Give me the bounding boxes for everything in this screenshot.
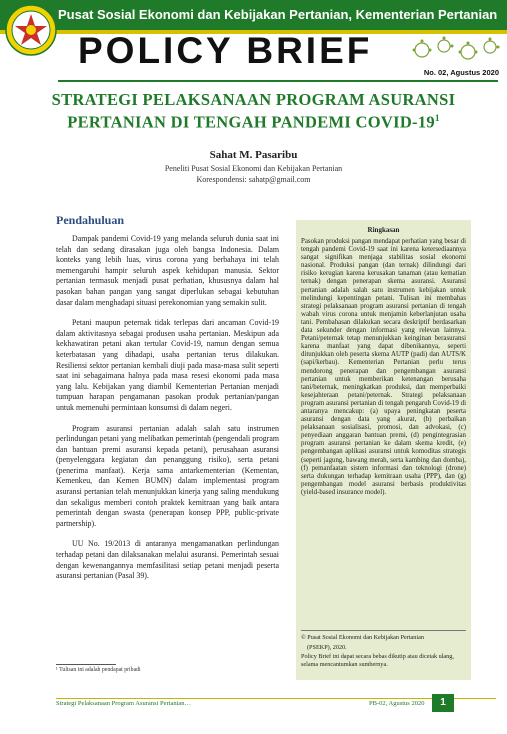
footnote: ¹ Tulisan ini adalah pendapat pribadi [56,667,141,673]
intro-paragraph: Program asuransi pertanian adalah salah satu instrumen perlindungan petani yang melibatkan pemerintah (pengendali program dan bantuan premi asuransi kepada petani), perusahaan asuransi (penyelenggara kegiatan dan penanggung risiko), serta petani (penerima manfaat). Kerja sama antarkementerian (Kementan, Kemenkeu, dan Kemen BUMN) dalam implementasi program asuransi pertanian telah menunjukkan kinerja yang saling mendukung dan sekaligus memberi contoh praktek kemitraan yang baik antara pemerintah dengan swasta (penerapan konsep PPP, public-private partnership). [56,423,279,528]
intro-paragraph: Petani maupun peternak tidak terlepas dari ancaman Covid-19 dalam aktivitasnya sebagai produsen usaha pertanian. Meskipun ada kekhawatiran petani akan tertular Covid-19, namun dengan semua keterbatasan yang dihadapi, usaha pertanian terus dilakukan. Resiliensi sektor pertanian kembali diuji pada masa-masa sulit seperti saat ini sebagaimana halnya pada masa resesi ekonomi pada masa yang lalu. Kebijakan yang diambil Kementerian Pertanian menjadi tumpuan harapan pengamanan pasokan produk pertanian/pangan untuk memenuhi permintaan konsumsi di dalam negeri. [56,318,279,412]
author-affiliation: Peneliti Pusat Sosial Ekonomi dan Kebijakan Pertanian [164,164,343,173]
summary-divider [301,630,466,631]
publisher-name: Pusat Sosial Ekonomi dan Kebijakan Pertanian, Kementerian Pertanian [58,7,498,22]
virus-decoration-icon [410,36,502,66]
intro-paragraph: Dampak pandemi Covid-19 yang melanda seluruh dunia saat ini telah dan sedang dirasakan juga oleh bangsa Indonesia. Dalam konteks yang lebih luas, virus corona yang berbahaya ini telah memengaruhi hampir seluruh aspek kehidupan manusia. Sektor pertanian termasuk menjadi pusat perhatian, khususnya dalam hal pasokan bahan pangan yang sangat diperlukan sebagai kebutuhan dasar dalam menghadapi situasi perekonomian yang semakin sulit. [56,234,279,307]
masthead-rule [58,80,498,82]
intro-body [56,234,279,592]
author-name: Sahat M. Pasaribu [209,149,298,161]
title-footnote-marker: 1 [434,113,440,123]
copyright-line-2: (PSEKP), 2020. [307,643,347,651]
brand-title: POLICY BRIEF [78,30,373,71]
section-heading-pendahuluan: Pendahuluan [56,213,125,227]
copyright-line: © Pusat Sosial Ekonomi dan Kebijakan Pertanian [301,634,424,641]
article-title-text: STRATEGI PELAKSANAAN PROGRAM ASURANSI PERTANIAN DI TENGAH PANDEMI COVID-19 [51,90,456,132]
footer-issue: PB-02, Agustus 2020 [369,700,425,707]
footer-running-title: Strategi Pelaksanaan Program Asuransi Pertanian… [56,700,192,707]
footer-rule [56,698,496,699]
reprint-note: Policy Brief ini dapat secara bebas dikutip atau dicetak ulang, selama mencantumkan sumbernya. [301,653,454,668]
intro-paragraph: UU No. 19/2013 di antaranya mengamanatkan perlindungan terhadap petani dan dilaksanakan melalui asuransi. Pemerintah sesuai dengan kewenangannya memfasilitasi setiap petani menjadi peserta asuransi pertanian (Pasal 39). [56,539,279,581]
copyright-block [301,634,466,670]
issue-number: No. 02, Agustus 2020 [423,68,499,77]
article-title [30,90,477,132]
masthead [0,0,507,86]
summary-heading: Ringkasan [367,226,400,234]
footnote-rule [56,664,116,665]
page-number: 1 [440,697,446,708]
correspondence-email: Korespondensi: sahatp@gmail.com [196,175,311,184]
ministry-logo-icon [5,4,57,56]
summary-text: Pasokan produksi pangan mendapat perhatian yang besar di tengah pandemi Covid-19 saat ini karena ketersediaannya sangat signifikan menjaga stabilitas sosial ekonomi nasional. Produksi pangan (dan ternak) dilindungi dari risiko kerugian karena kerusakan tanaman (atau kematian ternak) dengan penerapan skema asuransi. Asuransi pertanian adalah salah satu instrumen kebijakan untuk melindungi kepentingan petani. Tulisan ini membahas strategi pelaksanaan program asuransi pertanian di tengah wabah virus corona untuk menjamin keberlanjutan usaha tani. Pembahasan dilakukan secara deskriptif berdasarkan data sekunder dengan informasi yang relevan lainnya. Petani/peternak tetap menunjukkan keinginan berasuransi karena manfaat yang dapat dibenikannya, seperti ditunjukkan oleh peserta skema AUTP (padi) dan AUTS/K (sapi/kerbau). Kementerian Pertanian perlu terus mendorong penerapan dan pengembangan asuransi pertanian untuk memberikan ketenangan berusaha tani/beternak, meningkatkan produksi, dan memperbaiki kesejahteraan petani/peternak. Strategi pelaksanaan program asuransi pertanian di tengah pengaruh Covid-19 di antaranya mencakup: (a) upaya peningkatan peserta asuransi dengan data yang akurat, (b) perbaikan pelaksanaan sosialisasi, promosi, dan advokasi, (c) penyediaan anggaran bantuan premi, (d) pengintegrasian program asuransi pertanian ke dalam skema kredit, (e) pengembangan aplikasi asuransi untuk komoditas strategis (seperti jagung, bawang merah, serta kambing dan domba), (f) pemanfaatan sistem informasi dan teknologi (drone) serta dukungan terhadap kemitraan usaha (PPP), dan (g) pengembangan model asuransi berbasis produktivitas (yield-based insurance model). [301,238,466,496]
